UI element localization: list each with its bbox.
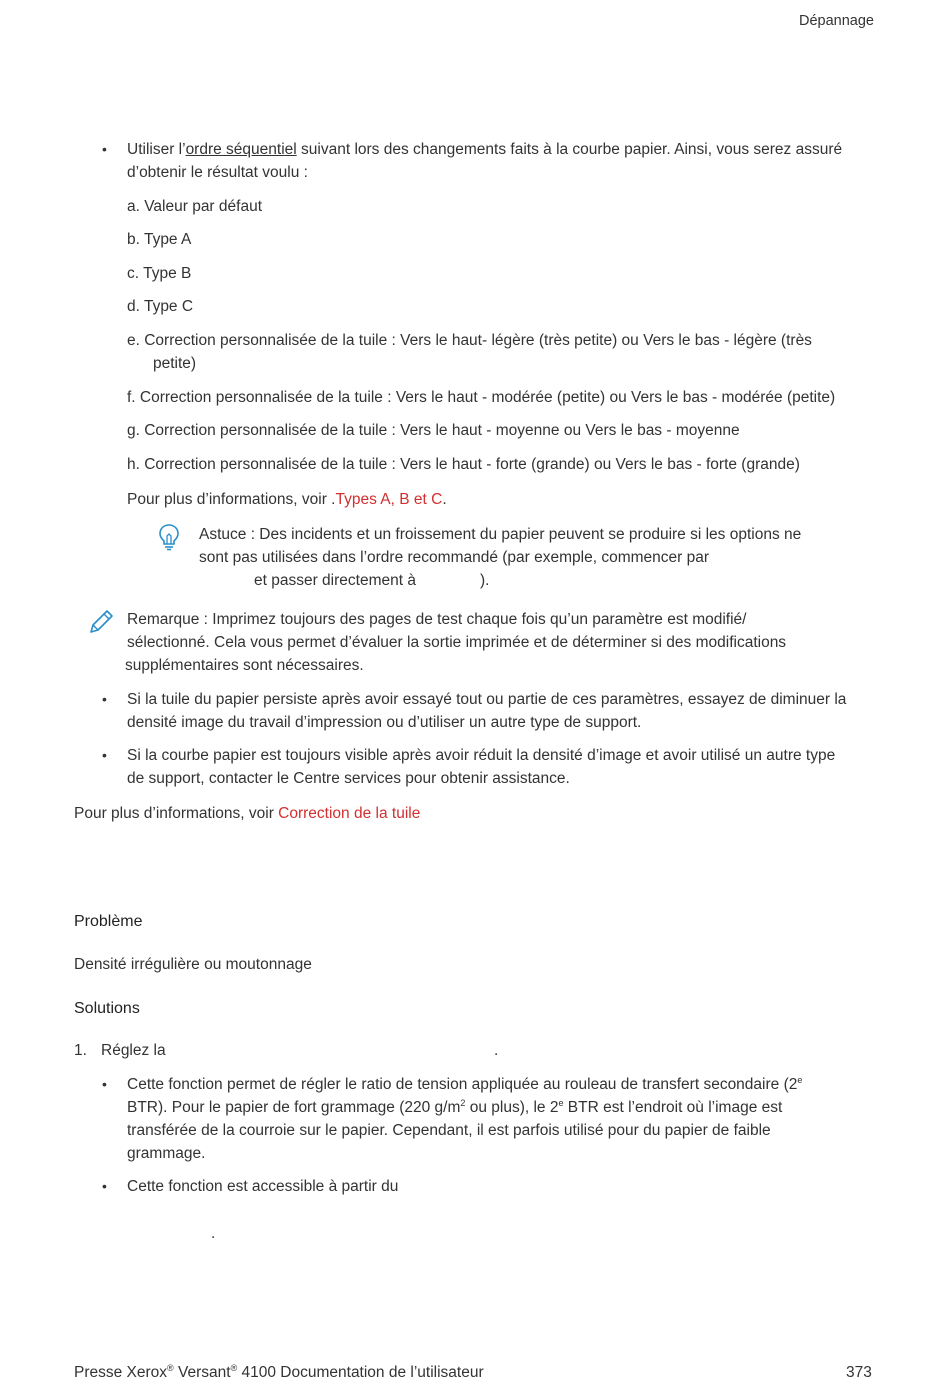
step-b: b. Type A [127,231,192,248]
sb1-sup2: 2 [460,1097,466,1108]
step-a: a. Valeur par défaut [127,198,262,215]
bullet-visible-line-2: de support, contacter le Centre services pour obtenir assistance. [127,770,570,787]
step-e-line2: petite) [153,355,197,372]
bullet-visible-line-1: Si la courbe papier est toujours visible après avoir réduit la densité d’image et avoir utilisé un autre type [127,747,836,764]
step-1-number: 1. [74,1042,87,1059]
intro-pre: Utiliser l’ [127,141,186,158]
correction-tuile-link[interactable]: Correction de la tuile [278,805,421,822]
solution-bullet-1-line-2 [127,1096,782,1119]
solutions-heading: Solutions [74,1000,140,1017]
registered-mark: ® [167,1362,174,1373]
note-line-3: supplémentaires sont nécessaires. [125,657,364,674]
note-line-2: sélectionné. Cela vous permet d’évaluer la sortie imprimée et de déterminer si des modifications [127,634,787,651]
more-info-tuile [74,802,420,825]
more-info-types [127,488,447,511]
sb1-text: Cette fonction permet de régler le ratio de tension appliquée au rouleau de transfert secondaire (2 [127,1076,798,1093]
step-1-end: . [494,1042,499,1059]
problem-text: Densité irrégulière ou moutonnage [74,956,312,973]
step-f: f. Correction personnalisée de la tuile : Vers le haut - modérée (petite) ou Vers le bas - modérée (petite) [127,389,836,406]
bullet-marker: • [102,1076,107,1092]
sb1-l2b: ou plus), le 2 [465,1099,559,1116]
bullet-marker: • [102,141,107,157]
bullet-marker: • [102,1178,107,1194]
solution-bullet-1-line-3: transférée de la courroie sur le papier. Cependant, il est parfois utilisé pour du papier de faible [127,1122,771,1139]
more-info-pre: Pour plus d’informations, voir . [127,491,336,508]
footer-title-c: 4100 Documentation de l’utilisateur [237,1364,484,1381]
bullet-marker: • [102,747,107,763]
sb1-sup3: e [558,1097,564,1108]
note-line-1: Remarque : Imprimez toujours des pages de test chaque fois qu’un paramètre est modifié/ [127,611,747,628]
bullet-persist-line-2: densité image du travail d’impression ou d’utiliser un autre type de support. [127,714,642,731]
lightbulb-icon [158,523,180,551]
footer-title-a: Presse Xerox [74,1364,168,1381]
intro-post: suivant lors des changements faits à la courbe papier. Ainsi, vous serez assuré [296,141,843,158]
ordre-sequentiel-link[interactable]: ordre séquentiel [185,141,297,158]
step-c: c. Type B [127,265,192,282]
bullet-persist-line-1: Si la tuile du papier persiste après avoir essayé tout ou partie de ces paramètres, essayez de diminuer la [127,691,847,708]
footer-title [74,1364,484,1382]
more-info-tuile-pre: Pour plus d’informations, voir [74,805,279,822]
sb1-sup: e [797,1074,803,1085]
tip-line-2: sont pas utilisées dans l’ordre recommandé (par exemple, commencer par [199,549,710,566]
step-e-line1: e. Correction personnalisée de la tuile : Vers le haut- légère (très petite) ou Vers le bas - légère (très [127,332,812,349]
running-header: Dépannage [799,13,874,29]
step-g: g. Correction personnalisée de la tuile : Vers le haut - moyenne ou Vers le bas - moyenne [127,422,740,439]
footer-title-b: Versant [173,1364,231,1381]
step-1-text: Réglez la [101,1042,166,1059]
types-abc-link[interactable]: Types A, B et C [335,491,443,508]
solution-bullet-2-line-1: Cette fonction est accessible à partir du [127,1178,399,1195]
sb1-l2a: BTR). Pour le papier de fort grammage (220 g/m [127,1099,461,1116]
registered-mark: ® [230,1362,238,1373]
bullet-marker: • [102,691,107,707]
more-info-post: . [442,491,447,508]
intro-line-2: d’obtenir le résultat voulu : [127,164,308,181]
sb1-l2c: BTR est l’endroit où l’image est [563,1099,783,1116]
pencil-icon [87,608,115,636]
solution-bullet-2-end: . [211,1225,216,1242]
page-number: 373 [846,1364,872,1381]
solution-bullet-1-line-1 [127,1073,802,1096]
tip-line-3b: ). [480,572,490,589]
solution-bullet-1-line-4: grammage. [127,1145,206,1162]
tip-line-3a: et passer directement à [254,572,416,589]
intro-line-1 [127,138,842,161]
step-h: h. Correction personnalisée de la tuile : Vers le haut - forte (grande) ou Vers le bas - forte (grande) [127,456,800,473]
problem-heading: Problème [74,913,143,930]
tip-line-1: Astuce : Des incidents et un froissement du papier peuvent se produire si les options ne [199,526,802,543]
step-d: d. Type C [127,298,194,315]
